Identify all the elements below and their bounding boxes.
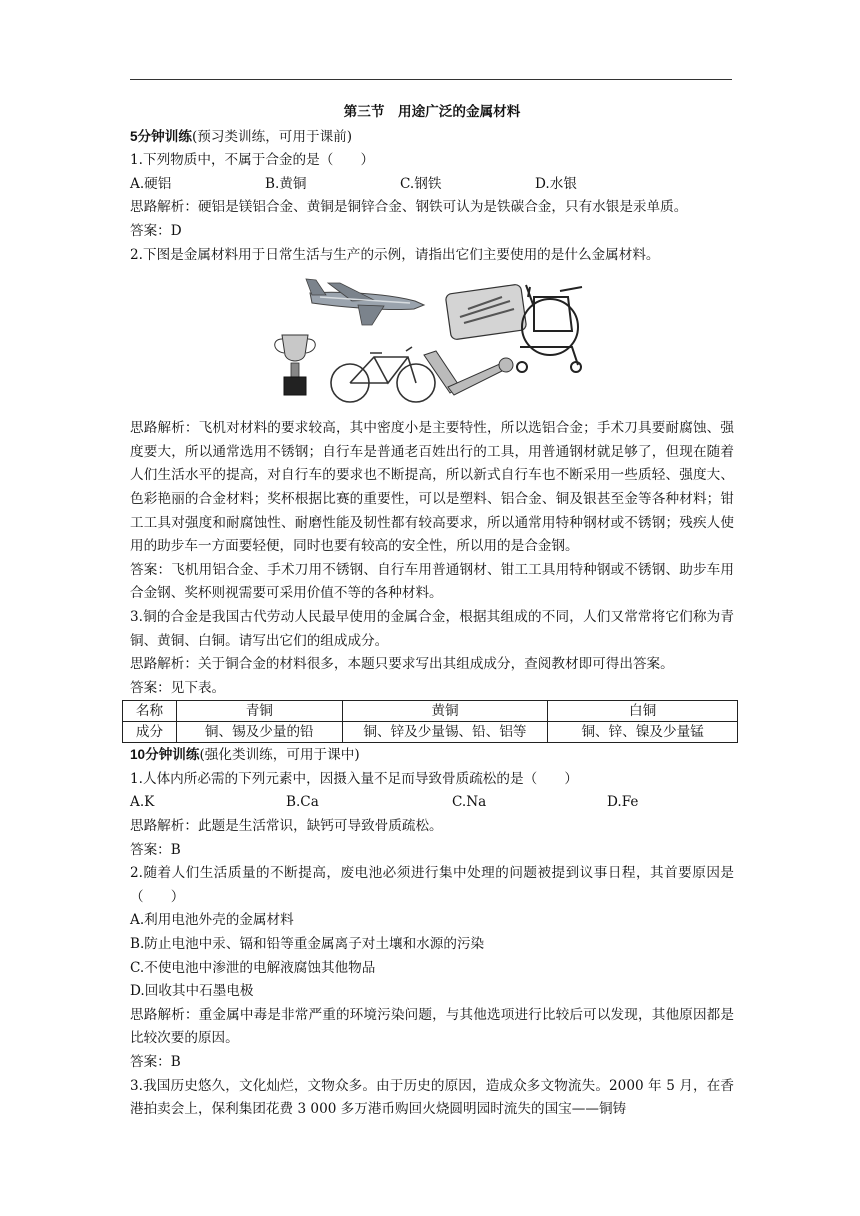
- p3-stem: 3.我国历史悠久，文化灿烂，文物众多。由于历史的原因，造成众多文物流失。2000 年 5 月，在香港拍卖会上，保利集团花费 3 000 多万港币购回火烧圆明园时流失的国宝——铜铸: [130, 1077, 734, 1118]
- table-cell: 成分: [123, 722, 177, 743]
- p1-answer: 答案：B: [130, 841, 181, 858]
- table-cell: 铜、锌及少量锡、铅、铝等: [342, 722, 548, 743]
- q1-stem: 1.下列物质中，不属于合金的是（ ）: [130, 152, 375, 169]
- table-row: [123, 722, 738, 743]
- p1-option-a: A.K: [130, 794, 155, 811]
- q1-option-c: C.钢铁: [400, 175, 442, 192]
- p1-option-b: B.Ca: [286, 794, 319, 811]
- q2-answer: 答案：飞机用铝合金、手术刀用不锈钢、自行车用普通钢材、钳工工具用特种钢或不锈钢、助步车用合金钢、奖杯则视需要可采用价值不等的各种材料。: [130, 561, 734, 602]
- q1-option-a: A.硬铝: [130, 175, 172, 192]
- table-cell: 铜、锡及少量的铅: [176, 722, 342, 743]
- p2-option-b: B.防止电池中汞、镉和铅等重金属离子对土壤和水源的污染: [130, 936, 485, 953]
- page-title: 第三节 用途广泛的金属材料: [343, 104, 521, 120]
- q1-answer: 答案：D: [130, 222, 182, 239]
- p1-stem: 1.人体内所必需的下列元素中，因摄入量不足而导致骨质疏松的是（ ）: [130, 770, 578, 787]
- table-row: [123, 701, 738, 722]
- p1-option-c: C.Na: [452, 794, 487, 811]
- p2-option-a: A.利用电池外壳的金属材料: [130, 912, 294, 929]
- q3-answer: 答案：见下表。: [130, 679, 226, 696]
- bicycle-icon: [331, 347, 435, 402]
- p1-analysis: 思路解析：此题是生活常识，缺钙可导致骨质疏松。: [130, 818, 443, 835]
- p2-option-c: C.不使电池中渗泄的电解液腐蚀其他物品: [130, 959, 376, 976]
- wheelchair-icon: [517, 285, 582, 372]
- wrench-tools-icon: [424, 351, 513, 395]
- p2-analysis: 思路解析：重金属中毒是非常严重的环境污染问题，与其他选项进行比较后可以发现，其他原因都是比较次要的原因。: [130, 1006, 734, 1047]
- illustration-svg: [130, 267, 734, 417]
- table-cell: 铜、锌、镍及少量锰: [548, 722, 738, 743]
- trophy-icon: [275, 335, 316, 395]
- copper-alloy-table: [122, 700, 738, 743]
- q1-options: [130, 173, 734, 197]
- table-cell: 青铜: [176, 701, 342, 722]
- q3-analysis: 思路解析：关于铜合金的材料很多，本题只要求写出其组成成分，查阅教材即可得出答案。: [130, 656, 674, 673]
- airplane-icon: [306, 279, 424, 325]
- p2-stem: 2.随着人们生活质量的不断提高，废电池必须进行集中处理的问题被提到议事日程，其首要原因是（ ）: [130, 865, 734, 905]
- table-cell: 名称: [123, 701, 177, 722]
- section-heading-10min: 10分钟训练(强化类训练，可用于课中): [130, 747, 360, 764]
- p2-answer: 答案：B: [130, 1054, 181, 1070]
- q1-option-d: D.水银: [535, 175, 577, 192]
- header-rule: [130, 79, 732, 80]
- table-cell: 黄铜: [342, 701, 548, 722]
- p2-option-d: D.回收其中石墨电极: [130, 983, 254, 1000]
- q2-analysis: 思路解析：飞机对材料的要求较高，其中密度小是主要特性，所以选铝合金；手术刀具要耐腐蚀、强度要大，所以通常选用不锈钢；自行车是普通老百姓出行的工具，用普通钢材就足够了，但现在随着人们生活水平的提高，对自行车的要求也不断提高，所以新式自行车也不断采用一些质轻、强度大、色彩艳丽的合金材料；奖杯根据比赛的重要性，可以是塑料、铝合金、铜及银甚至金等各种材料；钳工工具对强度和耐腐蚀性、耐磨性能及韧性都有较高要求，所以通常用特种钢材或不锈钢；残疾人使用的助步车一方面要轻便，同时也要有较高的安全性，所以用的是合金钢。: [130, 420, 734, 555]
- table-cell: 白铜: [548, 701, 738, 722]
- metal-uses-illustration: [130, 267, 734, 417]
- q1-option-b: B.黄铜: [265, 175, 307, 192]
- q2-stem: 2.下图是金属材料用于日常生活与生产的示例，请指出它们主要使用的是什么金属材料。: [130, 246, 660, 263]
- p1-options: [130, 791, 734, 815]
- p1-option-d: D.Fe: [607, 794, 639, 811]
- q3-stem: 3.铜的合金是我国古代劳动人民最早使用的金属合金，根据其组成的不同，人们又常常将它们称为青铜、黄铜、白铜。请写出它们的组成成分。: [130, 608, 734, 649]
- document-page: [130, 101, 734, 1122]
- section-heading-5min: 5分钟训练(预习类训练，可用于课前): [130, 128, 353, 145]
- surgical-tools-icon: [445, 284, 527, 340]
- q1-analysis: 思路解析：硬铝是镁铝合金、黄铜是铜锌合金、钢铁可认为是铁碳合金，只有水银是汞单质。: [130, 199, 688, 216]
